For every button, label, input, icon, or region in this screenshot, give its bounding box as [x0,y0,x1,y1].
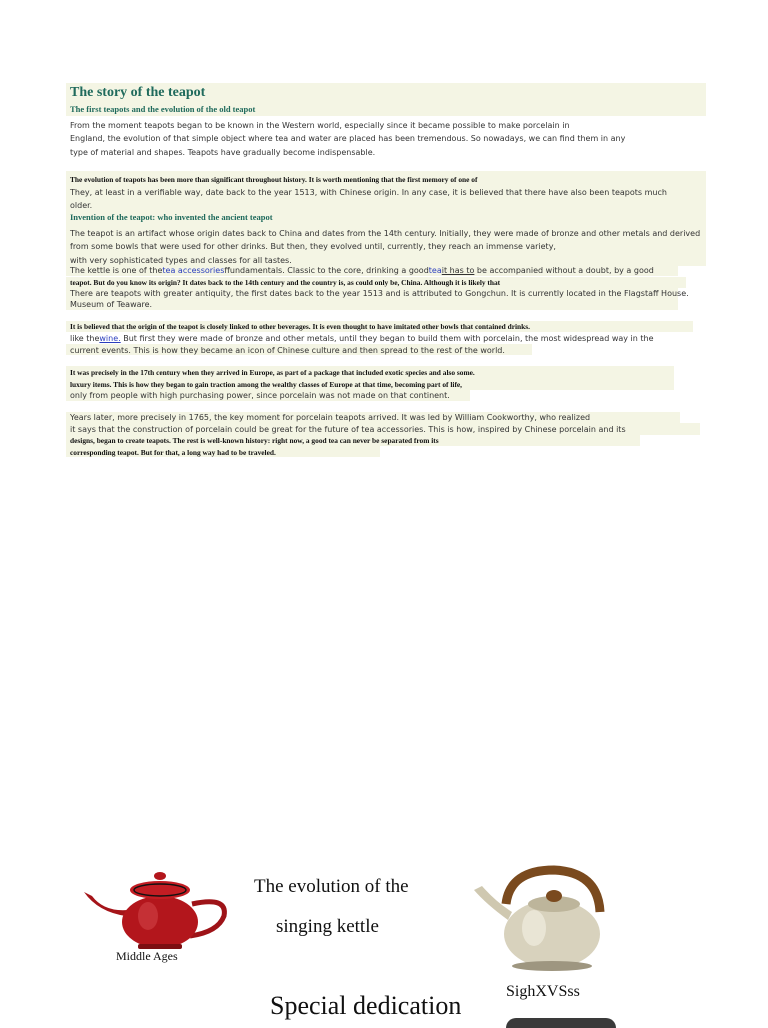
kettle-shine [522,910,546,946]
paragraph-line [70,333,654,344]
tea-accessories-link[interactable]: tea accessories [162,266,225,275]
bold-paragraph-line: luxury items. This is how they began to gain traction among the wealthy classes of Europe at that time, becoming part of life, [70,380,463,389]
red-teapot-image [78,866,234,952]
bold-paragraph-line: corresponding teapot. But for that, a long way had to be traveled. [70,448,276,457]
tea-link[interactable]: tea [428,266,442,275]
paragraph-line: only from people with high purchasing power, since porcelain was not made on that continent. [70,391,450,400]
singing-kettle-image [468,864,608,974]
paragraph-line: older. [70,201,93,210]
text-run: it has to [441,266,475,275]
paragraph-line: England, the evolution of that simple object where tea and water are placed has been tremendous. So nowadays, we can find them in any [70,134,626,143]
paragraph-line: it says that the construction of porcelain could be great for the future of tea accessories. This is how, inspired by Chinese porcelain and its [70,425,626,434]
paragraph-line: The teapot is an artifact whose origin dates back to China and dates from the 14th century. Initially, they were made of bronze and other metals and derived [70,229,701,238]
bold-paragraph-line: The evolution of teapots has been more than significant throughout history. It is worth mentioning that the first memory of one of [70,175,478,184]
special-dedication-heading: Special dedication [270,991,462,1020]
bold-paragraph-line: teapot. But do you know its origin? It dates back to the 14th century and the country is, as could only be, China. Although it is likely that [70,278,501,287]
paragraph-line: type of material and shapes. Teapots have gradually become indispensable. [70,148,376,157]
paragraph-line: with very sophisticated types and classes for all tastes. [70,256,292,265]
paragraph-line: Museum of Teaware. [70,300,153,309]
page-title: The story of the teapot [70,85,206,100]
figure-heading-line-2: singing kettle [276,916,379,937]
bold-paragraph-line: It was precisely in the 17th century when they arrived in Europe, as part of a package that included exotic species and also some. [70,368,475,377]
caption-right: SighXVSss [506,983,580,1000]
paragraph-line: from some bowls that were used for other drinks. But then, they evolved until, currently, they reach an immense variety, [70,242,556,251]
teapot-body [122,896,198,948]
teapot-spout [84,892,128,916]
bold-paragraph-line: It is believed that the origin of the teapot is closely linked to other beverages. It is even thought to have imitated other bowls that contained drinks. [70,322,530,331]
section-subtitle: Invention of the teapot: who invented the ancient teapot [70,212,273,222]
text-run: But first they were made of bronze and other metals, until they began to build them with porcelain, the most widespread way in the [120,334,654,343]
text-run: The kettle is one of the [70,266,163,275]
text-run: like the [70,334,100,343]
paragraph-line [70,265,654,276]
kettle-base-shadow [512,961,592,971]
paragraph-line: Years later, more precisely in 1765, the key moment for porcelain teapots arrived. It was led by William Cookworthy, who realized [70,413,591,422]
teapot-knob [154,872,166,880]
text-run: ffundamentals. Classic to the core, drinking a good [224,266,429,275]
paragraph-line: current events. This is how they became an icon of Chinese culture and then spread to the rest of the world. [70,346,505,355]
dark-object-edge [506,1018,616,1028]
kettle-knob [546,890,562,902]
paragraph-line: They, at least in a verifiable way, date back to the year 1513, with Chinese origin. In any case, it is believed that there have also been teapots much [70,188,667,197]
wine-link[interactable]: wine. [99,334,121,343]
teapot-shine [138,902,158,930]
paragraph-line: There are teapots with greater antiquity, the first dates back to the year 1513 and is attributed to Gongchun. It is currently located in the Flagstaff House. [70,289,689,298]
section-subtitle: The first teapots and the evolution of the old teapot [70,104,256,114]
figure-heading-line-1: The evolution of the [254,876,409,897]
paragraph-line: From the moment teapots began to be known in the Western world, especially since it became possible to make porcelain in [70,121,570,130]
caption-middle-ages: Middle Ages [116,949,178,963]
bold-paragraph-line: designs, began to create teapots. The rest is well-known history: right now, a good tea can never be separated from its [70,436,439,445]
text-run: be accompanied without a doubt, by a good [474,266,654,275]
